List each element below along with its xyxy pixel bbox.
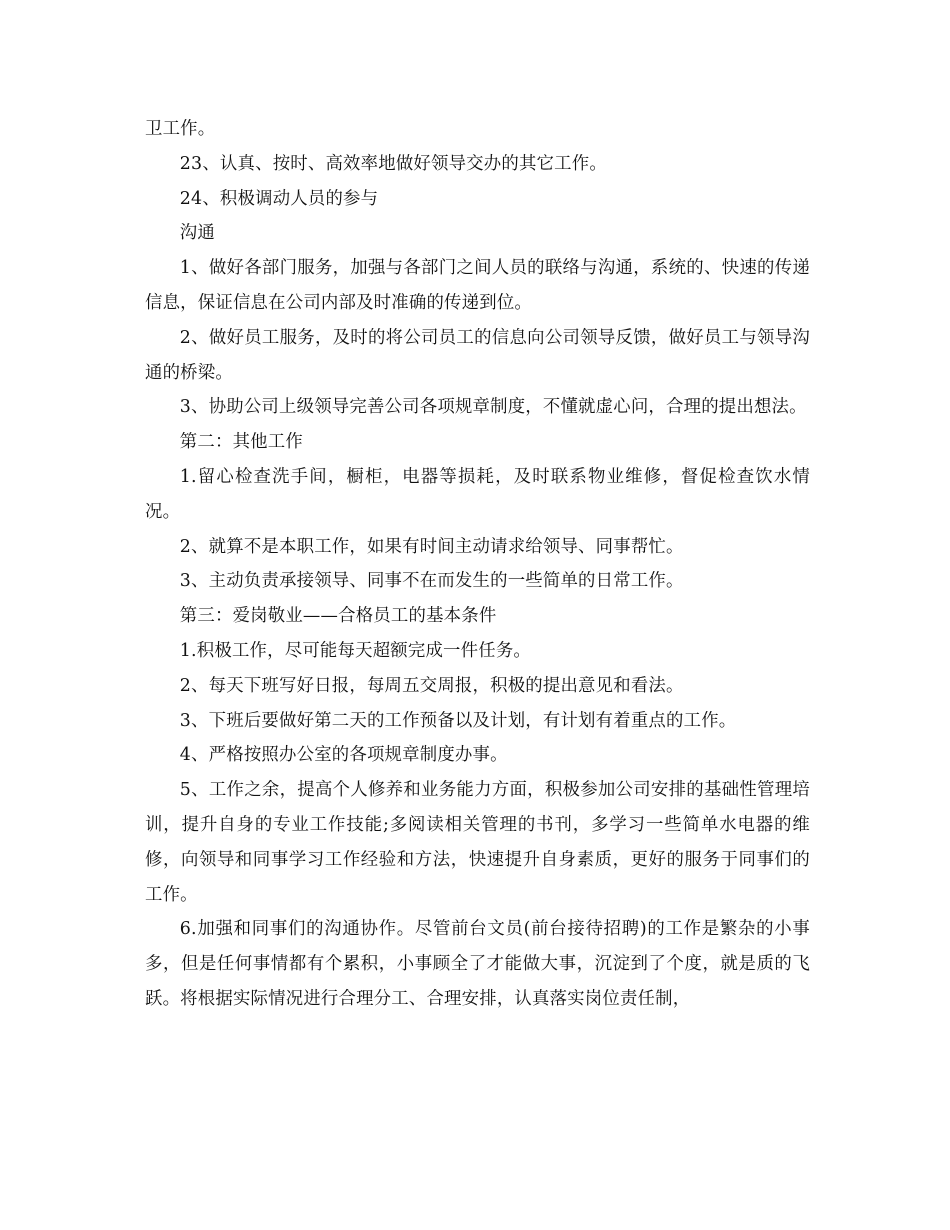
paragraph: 卫工作。 [145,119,216,139]
paragraph: 1、做好各部门服务，加强与各部门之间人员的联络与沟通，系统的、快速的传递信息，保证信息在公司内部及时准确的传递到位。 [145,258,810,313]
paragraph: 1.积极工作，尽可能每天超额完成一件任务。 [179,640,532,661]
paragraph: 5、工作之余，提高个人修养和业务能力方面，积极参加公司安排的基础性管理培训，提升自身的专业工作技能;多阅读相关管理的书刊，多学习一些简单水电器的维修，向领导和同事学习工作经验和方法，快速提升自身素质，更好的服务于同事们的工作。 [145,780,810,905]
paragraph: 3、下班后要做好第二天的工作预备以及计划，有计划有着重点的工作。 [179,710,737,731]
paragraph: 3、主动负责承接领导、同事不在而发生的一些简单的日常工作。 [179,571,684,592]
paragraph: 2、做好员工服务，及时的将公司员工的信息向公司领导反馈，做好员工与领导沟通的桥梁。 [145,327,810,383]
paragraph: 4、严格按照办公室的各项规章制度办事。 [179,745,508,766]
paragraph: 2、就算不是本职工作，如果有时间主动请求给领导、同事帮忙。 [179,536,684,557]
document-body [145,112,810,1017]
paragraph: 沟通 [179,223,215,244]
paragraph: 6.加强和同事们的沟通协作。尽管前台文员(前台接待招聘)的工作是繁杂的小事多，但是任何事情都有个累积，小事顾全了才能做大事，沉淀到了个度，就是质的飞跃。将根据实际情况进行合理分工、合理安排，认真落实岗位责任制， [145,919,810,1009]
paragraph: 第三：爱岗敬业——合格员工的基本条件 [179,606,497,627]
paragraph: 2、每天下班写好日报，每周五交周报，积极的提出意见和看法。 [179,675,684,696]
paragraph: 1.留心检查洗手间，橱柜，电器等损耗，及时联系物业维修，督促检查饮水情况。 [145,466,810,522]
paragraph: 24、积极调动人员的参与 [179,188,379,209]
paragraph: 3、协助公司上级领导完善公司各项规章制度，不懂就虚心问，合理的提出想法。 [179,397,807,418]
paragraph: 第二：其他工作 [179,432,303,453]
paragraph: 23、认真、按时、高效率地做好领导交办的其它工作。 [179,153,607,174]
